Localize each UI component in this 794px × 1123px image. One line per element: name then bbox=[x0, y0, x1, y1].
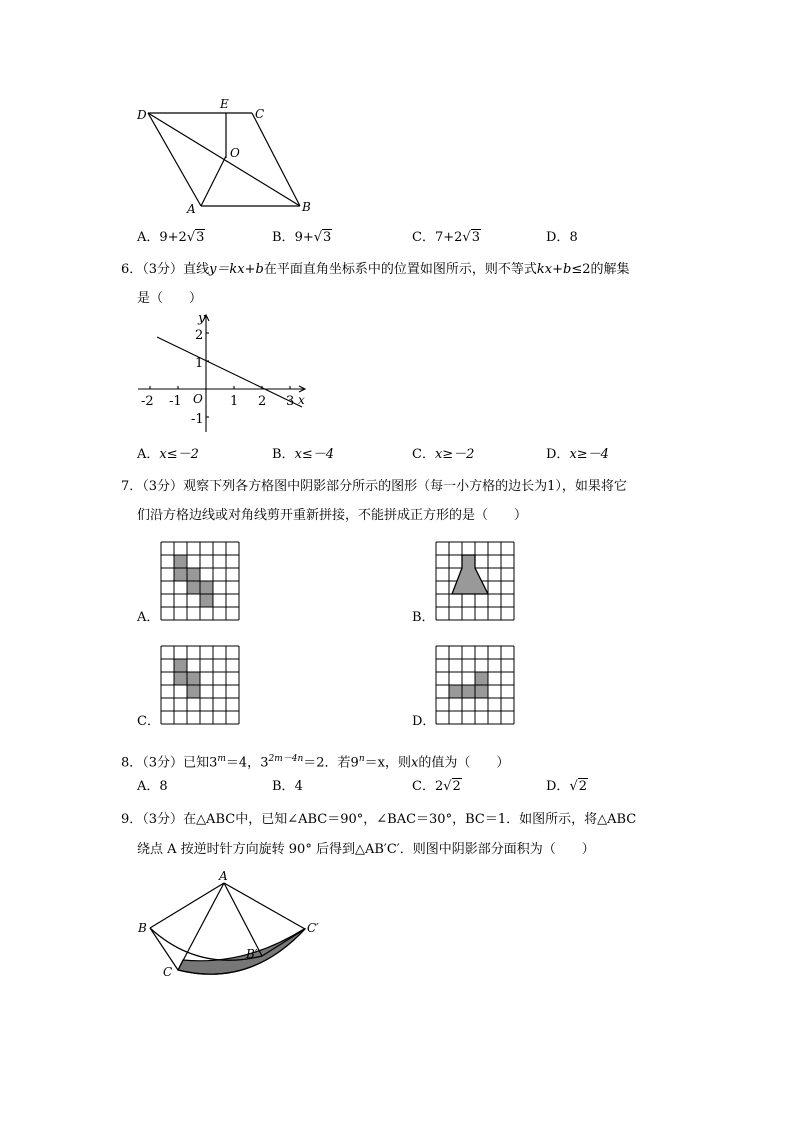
q8-option-d-radicand: 2 bbox=[578, 779, 588, 794]
q7-option-c[interactable]: C． bbox=[137, 714, 160, 729]
q5-option-b-letter: B． bbox=[272, 230, 295, 245]
q6-coordinate-graph bbox=[0, 310, 794, 430]
q6-ytick-neg1: -1 bbox=[191, 412, 204, 427]
q7-number: 7． bbox=[121, 479, 143, 494]
q5-option-a-letter: A． bbox=[137, 230, 160, 245]
q5-option-d-text: 8 bbox=[569, 230, 578, 245]
q6-xtick-3: 3 bbox=[286, 394, 295, 409]
q7-option-b[interactable]: B． bbox=[412, 610, 435, 625]
q9-segment-ab bbox=[150, 883, 224, 928]
shaded-cell bbox=[475, 672, 488, 685]
q6-xtick-1: 1 bbox=[230, 394, 239, 409]
q7-text-line1: 观察下列各方格图中阴影部分所示的图形（每一小方格的边长为1），如果将它 bbox=[183, 479, 627, 494]
sqrt-icon: √2 bbox=[443, 779, 461, 794]
q8-p2-rest: ＝2．若 bbox=[303, 755, 351, 771]
q7-grid-b bbox=[436, 542, 516, 622]
q7-score: （3分） bbox=[142, 479, 184, 494]
q6-option-d-letter: D． bbox=[546, 447, 570, 462]
q8-option-a[interactable] bbox=[137, 779, 168, 795]
q9-number: 9． bbox=[121, 812, 143, 827]
q8-p3-exp: n bbox=[358, 754, 365, 764]
q5-segment-ao bbox=[201, 156, 226, 206]
q6-ytick-1: 1 bbox=[195, 356, 204, 371]
q6-text-c: ≤2的解集 bbox=[571, 262, 630, 277]
shaded-cell bbox=[462, 685, 475, 698]
q8-text-b: 的值为（ ） bbox=[418, 755, 510, 771]
q8-option-a-text: 8 bbox=[159, 779, 168, 794]
q8-option-d-letter: D． bbox=[546, 779, 570, 794]
q8-score: （3分） bbox=[142, 755, 184, 771]
q6-ytick-2: 2 bbox=[195, 328, 204, 343]
q5-option-a-pre: 9+2 bbox=[159, 230, 187, 245]
q6-ineq: kx+b bbox=[536, 262, 572, 277]
q8-option-b-letter: B． bbox=[272, 779, 295, 794]
q8-option-c-radicand: 2 bbox=[452, 779, 461, 794]
q6-option-d-text: x≥－4 bbox=[569, 447, 609, 462]
shaded-cell bbox=[174, 568, 187, 581]
sqrt-icon: √3 bbox=[186, 230, 205, 245]
q7-option-a[interactable]: A． bbox=[137, 610, 160, 625]
q5-label-b: B bbox=[302, 200, 311, 214]
shaded-cell bbox=[200, 581, 213, 594]
q9-score: （3分） bbox=[142, 812, 184, 827]
q9-label-b: B bbox=[138, 921, 147, 935]
q6-option-c-text: x≥－2 bbox=[434, 447, 475, 462]
q9-segment-bc bbox=[150, 928, 178, 970]
q9-stem-line2: 绕点 A 按逆时针方向旋转 90° 后得到△AB′C′．则图中阴影部分面积为（ ） bbox=[137, 842, 595, 857]
shaded-cell bbox=[187, 685, 200, 698]
sqrt-icon: √3 bbox=[462, 230, 480, 245]
q8-p1-rest: ＝4， bbox=[225, 755, 261, 771]
q6-option-d[interactable] bbox=[546, 447, 609, 463]
q7-stem-line1 bbox=[121, 479, 627, 495]
q6-number: 6． bbox=[121, 262, 143, 277]
q6-y-label: y bbox=[198, 311, 206, 326]
q8-option-c[interactable] bbox=[412, 779, 462, 795]
q5-label-o: O bbox=[230, 146, 240, 160]
q9-rotation-figure bbox=[0, 860, 794, 1000]
shaded-cell bbox=[475, 685, 488, 698]
shaded-cell bbox=[200, 594, 213, 607]
q5-option-a[interactable] bbox=[137, 230, 205, 246]
q5-label-c: C bbox=[255, 107, 265, 121]
q7-grid-b-trapezoid bbox=[452, 555, 488, 594]
q8-number: 8． bbox=[121, 755, 143, 771]
q6-option-a[interactable] bbox=[137, 447, 199, 463]
shaded-cell bbox=[174, 672, 187, 685]
q8-var-x: x bbox=[410, 755, 419, 771]
q6-xtick-neg1: -1 bbox=[169, 394, 182, 409]
q8-stem bbox=[121, 751, 509, 771]
q6-option-b[interactable] bbox=[272, 447, 334, 463]
q5-label-a: A bbox=[187, 202, 196, 216]
q5-label-e: E bbox=[220, 97, 229, 111]
q6-option-b-letter: B． bbox=[272, 447, 295, 462]
q5-parallelogram-figure bbox=[0, 0, 794, 220]
q6-expr: y＝kx+b bbox=[209, 262, 264, 277]
q8-text-a: 已知 bbox=[183, 755, 210, 771]
q6-xtick-neg2: -2 bbox=[141, 394, 154, 409]
q8-option-d[interactable] bbox=[546, 779, 588, 795]
q9-segment-bpcp bbox=[262, 929, 305, 956]
q7-grid-a bbox=[161, 542, 241, 622]
q6-origin-label: O bbox=[193, 392, 203, 406]
q6-option-c[interactable] bbox=[412, 447, 474, 463]
q8-p3-base: 9 bbox=[350, 755, 359, 771]
q6-option-a-letter: A． bbox=[137, 447, 160, 462]
q6-xtick-2: 2 bbox=[258, 394, 267, 409]
q7-stem-line2: 们沿方格边线或对角线剪开重新拼接，不能拼成正方形的是（ ） bbox=[137, 508, 528, 523]
q5-option-c-letter: C． bbox=[412, 230, 435, 245]
q5-option-a-radicand: 3 bbox=[196, 230, 205, 245]
q6-stem-line2: 是（ ） bbox=[137, 291, 203, 306]
q8-p3-rest: ＝x，则 bbox=[364, 755, 411, 771]
q6-option-b-text: x≤－4 bbox=[294, 447, 335, 462]
q6-x-label: x bbox=[298, 393, 305, 407]
q8-p1-exp: m bbox=[217, 754, 226, 764]
q6-option-a-text: x≤－2 bbox=[159, 447, 199, 462]
q8-option-c-pre: 2 bbox=[434, 779, 444, 794]
q5-option-b-pre: 9+ bbox=[294, 230, 314, 245]
q5-option-c-pre: 7+2 bbox=[434, 230, 463, 245]
q8-option-b-text: 4 bbox=[294, 779, 303, 794]
q5-edge-cb bbox=[252, 113, 300, 206]
q6-stem-line1 bbox=[121, 262, 629, 278]
q8-p1-base: 3 bbox=[209, 755, 218, 771]
q5-option-d[interactable] bbox=[546, 230, 578, 246]
shaded-cell bbox=[174, 659, 187, 672]
q5-edge-ad bbox=[148, 113, 201, 206]
shaded-cell bbox=[174, 555, 187, 568]
q5-option-b[interactable] bbox=[272, 230, 332, 246]
shaded-cell bbox=[449, 685, 462, 698]
q5-option-d-letter: D． bbox=[546, 230, 570, 245]
q5-option-b-radicand: 3 bbox=[323, 230, 332, 245]
q9-stem-line1 bbox=[121, 812, 636, 828]
q7-option-d[interactable]: D． bbox=[412, 714, 436, 729]
q6-score: （3分） bbox=[142, 262, 184, 277]
q9-text-line1: 在△ABC中，已知∠ABC＝90°，∠BAC＝30°，BC＝1．如图所示，将△ABC bbox=[183, 812, 637, 827]
q6-text-b: 在平面直角坐标系中的位置如图所示，则不等式 bbox=[263, 262, 537, 277]
q8-option-c-letter: C． bbox=[412, 779, 435, 794]
q9-label-bp: B′ bbox=[246, 947, 258, 961]
q8-p2-exp: 2m－4n bbox=[268, 754, 304, 764]
q8-option-a-letter: A． bbox=[137, 779, 160, 794]
q8-option-b[interactable] bbox=[272, 779, 303, 795]
q9-label-c: C bbox=[163, 965, 173, 979]
sqrt-icon: √2 bbox=[569, 779, 588, 794]
q5-option-c[interactable] bbox=[412, 230, 481, 246]
q5-label-d: D bbox=[137, 108, 147, 122]
sqrt-icon: √3 bbox=[313, 230, 332, 245]
shaded-cell bbox=[187, 672, 200, 685]
q7-grid-c bbox=[161, 646, 241, 726]
q9-label-cp: C′ bbox=[307, 921, 319, 935]
q9-label-a: A bbox=[219, 869, 228, 883]
q6-option-c-letter: C． bbox=[412, 447, 435, 462]
q8-p2-base: 3 bbox=[260, 755, 269, 771]
q6-text-a: 直线 bbox=[183, 262, 210, 277]
shaded-cell bbox=[187, 581, 200, 594]
q9-shaded-region bbox=[178, 929, 305, 974]
q7-grid-d bbox=[436, 646, 516, 726]
shaded-cell bbox=[187, 568, 200, 581]
q5-option-c-radicand: 3 bbox=[471, 230, 480, 245]
